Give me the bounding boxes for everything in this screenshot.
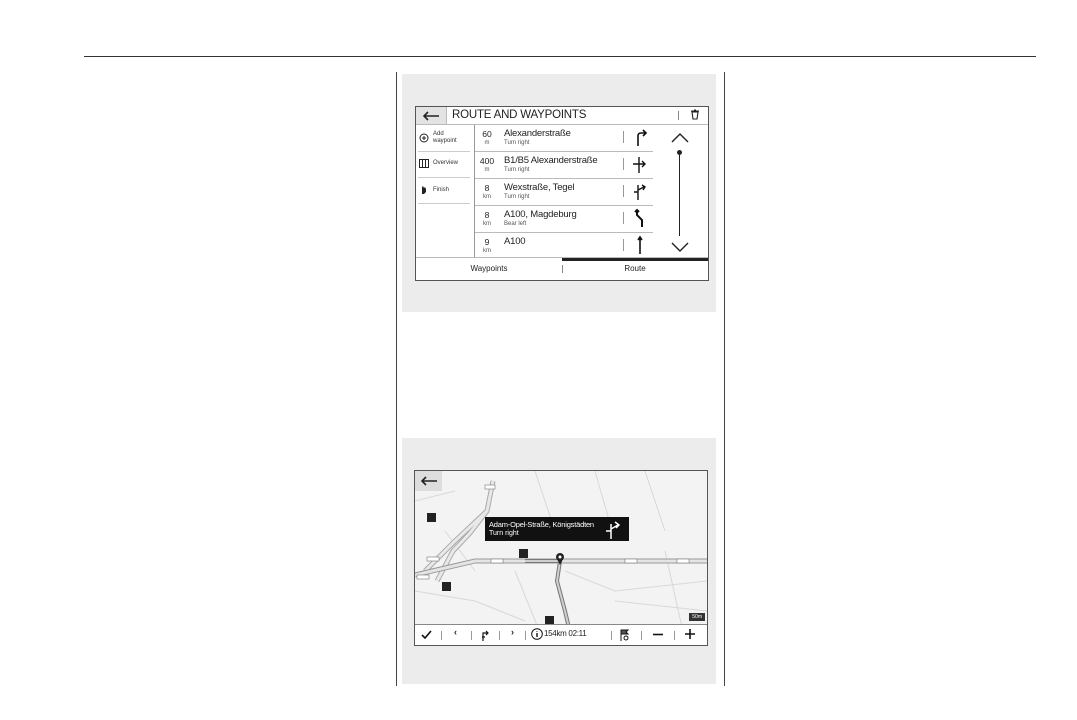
add-waypoint-button[interactable]: [419, 131, 463, 145]
route-waypoints-screen: [415, 106, 709, 281]
sidebar-divider: [418, 203, 470, 204]
check-icon[interactable]: [421, 630, 432, 639]
header-separator: [678, 111, 679, 120]
route-step-row[interactable]: [475, 206, 653, 233]
step-unit: km: [483, 194, 491, 200]
step-street: Alexanderstraße: [504, 128, 571, 139]
map-roads: [415, 471, 707, 645]
trash-icon: [690, 109, 700, 120]
scrollbar-thumb[interactable]: [677, 150, 682, 155]
straight-icon: [631, 235, 649, 255]
turn-right-icon: [631, 127, 649, 147]
step-distance: 8: [484, 210, 490, 220]
chevron-up-icon[interactable]: [671, 133, 689, 143]
route-tab-indicator: [562, 258, 708, 261]
chevron-down-icon[interactable]: [671, 242, 689, 252]
step-street: A100: [504, 236, 526, 247]
chevron-left-icon[interactable]: ‹: [454, 627, 457, 637]
row-separator: [623, 185, 624, 197]
row-separator: [623, 239, 624, 251]
tab-separator: [562, 265, 563, 273]
route-step-row[interactable]: [475, 233, 653, 259]
map-back-button[interactable]: [415, 471, 442, 491]
column-rule-left: [396, 72, 397, 686]
guidance-panel: [485, 517, 629, 541]
step-distance: 8: [484, 183, 490, 193]
toolbar-separator: [611, 631, 612, 640]
row-separator: [623, 158, 624, 170]
chevron-right-icon[interactable]: ›: [511, 627, 514, 637]
maneuver-icon[interactable]: [481, 629, 491, 641]
info-icon[interactable]: [531, 628, 543, 640]
turn-right-icon: [603, 519, 623, 539]
step-distance: 9: [484, 237, 490, 247]
finish-label: Finish: [433, 186, 450, 193]
step-street: B1/B5 Alexanderstraße: [504, 155, 598, 166]
back-button[interactable]: [416, 107, 447, 124]
step-unit: m: [484, 167, 490, 173]
overview-button[interactable]: [419, 159, 458, 168]
step-unit: m: [484, 140, 490, 146]
step-street: Wexstraße, Tegel: [504, 182, 575, 193]
map-toolbar: [415, 624, 707, 645]
step-unit: km: [483, 248, 491, 254]
finish-button[interactable]: [419, 185, 449, 195]
step-distance: 60: [482, 129, 492, 139]
map-view[interactable]: [415, 471, 707, 645]
map-navigation-screen: [414, 470, 708, 646]
back-arrow-icon: [420, 476, 438, 486]
guidance-street: Adam-Opel-Straße, Königstädten: [489, 520, 594, 529]
page-title: ROUTE AND WAYPOINTS: [452, 109, 587, 121]
tab-bar: [416, 257, 708, 280]
destination-flag-icon[interactable]: [620, 629, 631, 641]
bear-left-icon: [631, 208, 649, 228]
route-step-row[interactable]: [475, 125, 653, 152]
page-rule: [84, 56, 1036, 57]
sidebar-divider: [418, 151, 470, 152]
zoom-in-icon[interactable]: [685, 629, 695, 639]
finish-icon: [419, 185, 429, 195]
turn-right-icon: [631, 154, 649, 174]
step-action: Turn right: [504, 140, 530, 146]
step-unit: km: [483, 221, 491, 227]
tab-waypoints[interactable]: Waypoints: [470, 264, 508, 273]
toolbar-separator: [525, 631, 526, 640]
toolbar-separator: [471, 631, 472, 640]
action-sidebar: [416, 125, 475, 258]
step-distance: 400: [479, 156, 495, 166]
route-step-row[interactable]: [475, 152, 653, 179]
step-action: Turn right: [504, 167, 530, 173]
step-action: Bear left: [504, 221, 527, 227]
back-arrow-icon: [422, 111, 440, 121]
column-rule-right: [724, 72, 725, 686]
tab-route[interactable]: Route: [624, 264, 646, 273]
toolbar-separator: [674, 631, 675, 640]
delete-button[interactable]: [690, 109, 700, 123]
add-waypoint-label: Add waypoint: [433, 131, 457, 144]
toolbar-separator: [641, 631, 642, 640]
zoom-out-icon[interactable]: [653, 633, 663, 636]
guidance-action: Turn right: [489, 530, 519, 537]
row-separator: [623, 131, 624, 143]
scrollbar-track[interactable]: [679, 152, 680, 236]
turn-right-icon: [631, 181, 649, 201]
list-scrollbar: [666, 125, 696, 258]
toolbar-separator: [499, 631, 500, 640]
route-step-row[interactable]: [475, 179, 653, 206]
step-street: A100, Magdeburg: [504, 209, 577, 220]
toolbar-separator: [441, 631, 442, 640]
screen-header: [416, 107, 708, 125]
add-circle-icon: [419, 133, 429, 143]
row-separator: [623, 212, 624, 224]
map-scale: 50m: [689, 613, 705, 621]
step-action: Turn right: [504, 194, 530, 200]
eta-text: 154km 02:11: [544, 629, 587, 638]
sidebar-divider: [418, 177, 470, 178]
overview-label: Overview: [433, 160, 459, 166]
overview-icon: [419, 159, 429, 168]
